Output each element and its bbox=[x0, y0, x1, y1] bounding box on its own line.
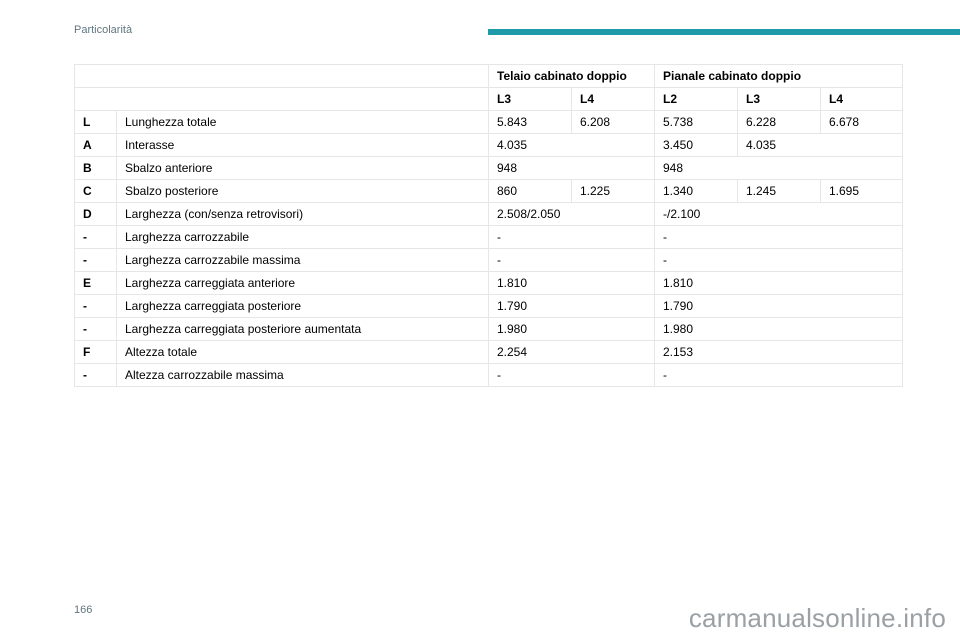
sub-header-cell: L3 bbox=[489, 88, 572, 111]
table-row bbox=[75, 295, 903, 318]
row-code: D bbox=[75, 203, 117, 226]
value-cell: 1.790 bbox=[655, 295, 903, 318]
value-cell: 6.208 bbox=[572, 111, 655, 134]
sub-header-cell: L4 bbox=[821, 88, 903, 111]
value-cell: 948 bbox=[489, 157, 655, 180]
value-cell: 1.245 bbox=[738, 180, 821, 203]
header-accent-bar bbox=[488, 29, 960, 35]
value-cell: 1.980 bbox=[655, 318, 903, 341]
value-cell: 4.035 bbox=[738, 134, 903, 157]
value-cell: 1.980 bbox=[489, 318, 655, 341]
section-title: Particolarità bbox=[74, 24, 133, 36]
row-label: Altezza carrozzabile massima bbox=[117, 364, 489, 387]
row-label: Larghezza carreggiata anteriore bbox=[117, 272, 489, 295]
row-label: Lunghezza totale bbox=[117, 111, 489, 134]
value-cell: - bbox=[489, 364, 655, 387]
row-label: Interasse bbox=[117, 134, 489, 157]
value-cell: - bbox=[655, 364, 903, 387]
value-cell: - bbox=[655, 226, 903, 249]
table-row bbox=[75, 364, 903, 387]
table-row bbox=[75, 341, 903, 364]
row-label: Larghezza (con/senza retrovisori) bbox=[117, 203, 489, 226]
table-row bbox=[75, 111, 903, 134]
value-cell: 1.810 bbox=[489, 272, 655, 295]
row-label: Larghezza carreggiata posteriore aumentata bbox=[117, 318, 489, 341]
value-cell: - bbox=[489, 249, 655, 272]
table-row bbox=[75, 226, 903, 249]
value-cell: 5.738 bbox=[655, 111, 738, 134]
table-row bbox=[75, 180, 903, 203]
row-code: - bbox=[75, 364, 117, 387]
sub-header-cell: L3 bbox=[738, 88, 821, 111]
row-code: - bbox=[75, 249, 117, 272]
value-cell: 948 bbox=[655, 157, 903, 180]
value-cell: 1.340 bbox=[655, 180, 738, 203]
watermark: carmanualsonline.info bbox=[688, 603, 946, 633]
value-cell: - bbox=[655, 249, 903, 272]
row-code: E bbox=[75, 272, 117, 295]
row-label: Larghezza carrozzabile massima bbox=[117, 249, 489, 272]
page-number: 166 bbox=[74, 604, 93, 616]
table-row bbox=[75, 249, 903, 272]
sub-header-cell: L4 bbox=[572, 88, 655, 111]
row-label: Sbalzo anteriore bbox=[117, 157, 489, 180]
value-cell: 5.843 bbox=[489, 111, 572, 134]
empty-header-cell bbox=[75, 65, 489, 88]
row-code: A bbox=[75, 134, 117, 157]
group-header-telaio: Telaio cabinato doppio bbox=[489, 65, 655, 88]
row-code: L bbox=[75, 111, 117, 134]
value-cell: 6.678 bbox=[821, 111, 903, 134]
value-cell: 1.695 bbox=[821, 180, 903, 203]
row-code: - bbox=[75, 226, 117, 249]
value-cell: - bbox=[489, 226, 655, 249]
value-cell: 1.225 bbox=[572, 180, 655, 203]
row-code: - bbox=[75, 295, 117, 318]
table-row bbox=[75, 272, 903, 295]
value-cell: 860 bbox=[489, 180, 572, 203]
row-label: Larghezza carreggiata posteriore bbox=[117, 295, 489, 318]
value-cell: 6.228 bbox=[738, 111, 821, 134]
group-header-pianale: Pianale cabinato doppio bbox=[655, 65, 903, 88]
sub-header-cell: L2 bbox=[655, 88, 738, 111]
row-label: Altezza totale bbox=[117, 341, 489, 364]
value-cell: -/2.100 bbox=[655, 203, 903, 226]
row-code: C bbox=[75, 180, 117, 203]
table-sub-header-row bbox=[75, 88, 903, 111]
value-cell: 3.450 bbox=[655, 134, 738, 157]
table-row bbox=[75, 134, 903, 157]
row-code: - bbox=[75, 318, 117, 341]
table-row bbox=[75, 318, 903, 341]
value-cell: 2.153 bbox=[655, 341, 903, 364]
value-cell: 2.254 bbox=[489, 341, 655, 364]
value-cell: 2.508/2.050 bbox=[489, 203, 655, 226]
row-code: F bbox=[75, 341, 117, 364]
table-row bbox=[75, 203, 903, 226]
row-code: B bbox=[75, 157, 117, 180]
value-cell: 4.035 bbox=[489, 134, 655, 157]
empty-header-cell bbox=[75, 88, 489, 111]
row-label: Sbalzo posteriore bbox=[117, 180, 489, 203]
value-cell: 1.810 bbox=[655, 272, 903, 295]
dimensions-table bbox=[74, 64, 903, 387]
value-cell: 1.790 bbox=[489, 295, 655, 318]
table-row bbox=[75, 157, 903, 180]
row-label: Larghezza carrozzabile bbox=[117, 226, 489, 249]
table-group-header-row bbox=[75, 65, 903, 88]
